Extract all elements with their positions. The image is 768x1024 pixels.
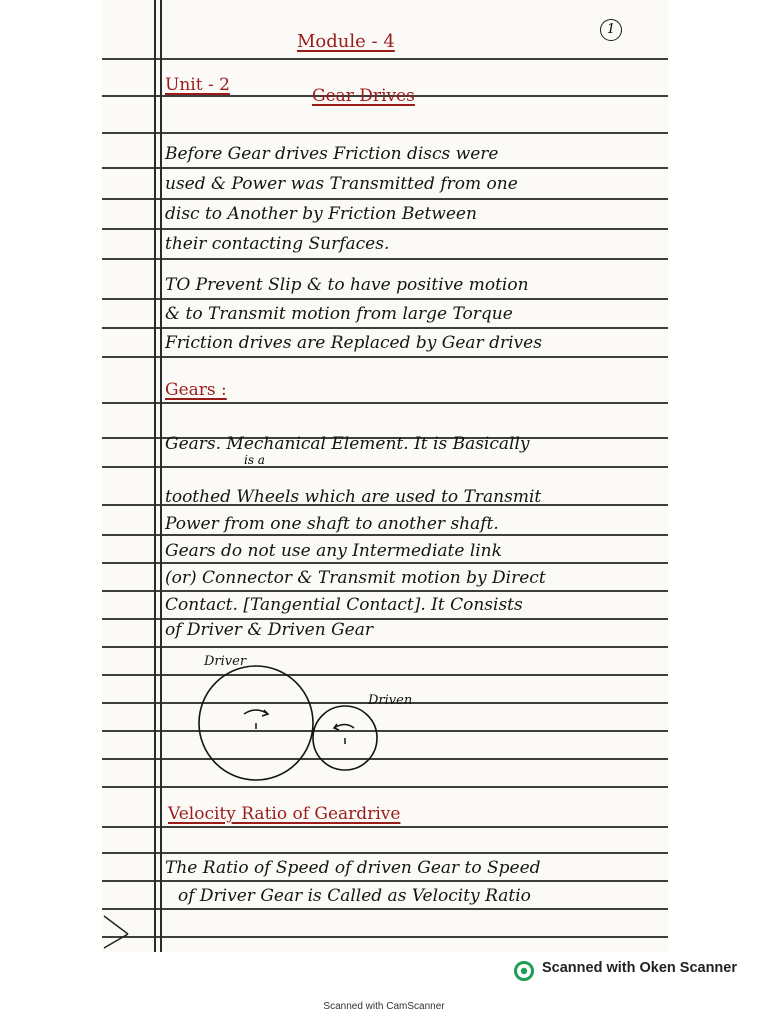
- section-heading: Gear Drives: [312, 86, 415, 106]
- ruled-line: [102, 466, 668, 468]
- is-a-note: is a: [244, 453, 265, 467]
- velocity-ratio-heading: Velocity Ratio of Geardrive: [168, 804, 401, 824]
- page-corner-mark: [102, 912, 142, 952]
- ruled-line: [102, 936, 668, 938]
- module-title: Module - 4: [297, 31, 395, 52]
- ruled-line: [102, 880, 668, 882]
- intro-line: disc to Another by Friction Between: [165, 204, 477, 224]
- notebook-page: [102, 0, 668, 952]
- ruled-line: [102, 356, 668, 358]
- prevent-line: & to Transmit motion from large Torque: [165, 304, 513, 324]
- scanner-logo-icon: [514, 961, 534, 981]
- camscanner-text: Scanned with CamScanner: [323, 1001, 445, 1012]
- unit-label: Unit - 2: [165, 75, 230, 95]
- gears-line: Gears do not use any Intermediate link: [165, 541, 502, 561]
- gears-line: of Driver & Driven Gear: [165, 620, 373, 640]
- ruled-line: [102, 852, 668, 854]
- ruled-line: [102, 298, 668, 300]
- ruled-line: [102, 786, 668, 788]
- ruled-line: [102, 258, 668, 260]
- ruled-line: [102, 132, 668, 134]
- gear-centres: [256, 723, 345, 744]
- ruled-line: [102, 590, 668, 592]
- prevent-line: Friction drives are Replaced by Gear drives: [165, 333, 542, 353]
- velocity-line: of Driver Gear is Called as Velocity Ratio: [178, 886, 531, 906]
- intro-line: their contacting Surfaces.: [165, 234, 390, 254]
- page-number: 1: [600, 19, 622, 41]
- ruled-line: [102, 908, 668, 910]
- gear-diagram: [182, 646, 413, 786]
- gears-heading: Gears :: [165, 380, 227, 400]
- ruled-line: [102, 228, 668, 230]
- gears-line: (or) Connector & Transmit motion by Direct: [165, 568, 546, 588]
- margin-line: [154, 0, 156, 952]
- intro-line: used & Power was Transmitted from one: [165, 174, 518, 194]
- ruled-line: [102, 167, 668, 169]
- ruled-line: [102, 534, 668, 536]
- ruled-line: [102, 198, 668, 200]
- ruled-line: [102, 826, 668, 828]
- driver-label: Driver: [204, 654, 247, 669]
- ruled-line: [102, 562, 668, 564]
- margin-line: [160, 0, 162, 952]
- velocity-line: The Ratio of Speed of driven Gear to Speed: [165, 858, 541, 878]
- intro-line: Before Gear drives Friction discs were: [165, 144, 499, 164]
- gears-definition-line: Gears. Mechanical Element. It is Basically: [165, 434, 530, 454]
- gears-line: toothed Wheels which are used to Transmit: [165, 487, 542, 507]
- ruled-line: [102, 402, 668, 404]
- ruled-line: [102, 58, 668, 60]
- prevent-line: TO Prevent Slip & to have positive motion: [165, 275, 529, 295]
- gears-line: Power from one shaft to another shaft.: [165, 514, 499, 534]
- ruled-line: [102, 327, 668, 329]
- scanner-brand-text: Scanned with Oken Scanner: [542, 960, 737, 976]
- gears-line: Contact. [Tangential Contact]. It Consists: [165, 595, 523, 615]
- driven-label: Driven: [368, 693, 413, 708]
